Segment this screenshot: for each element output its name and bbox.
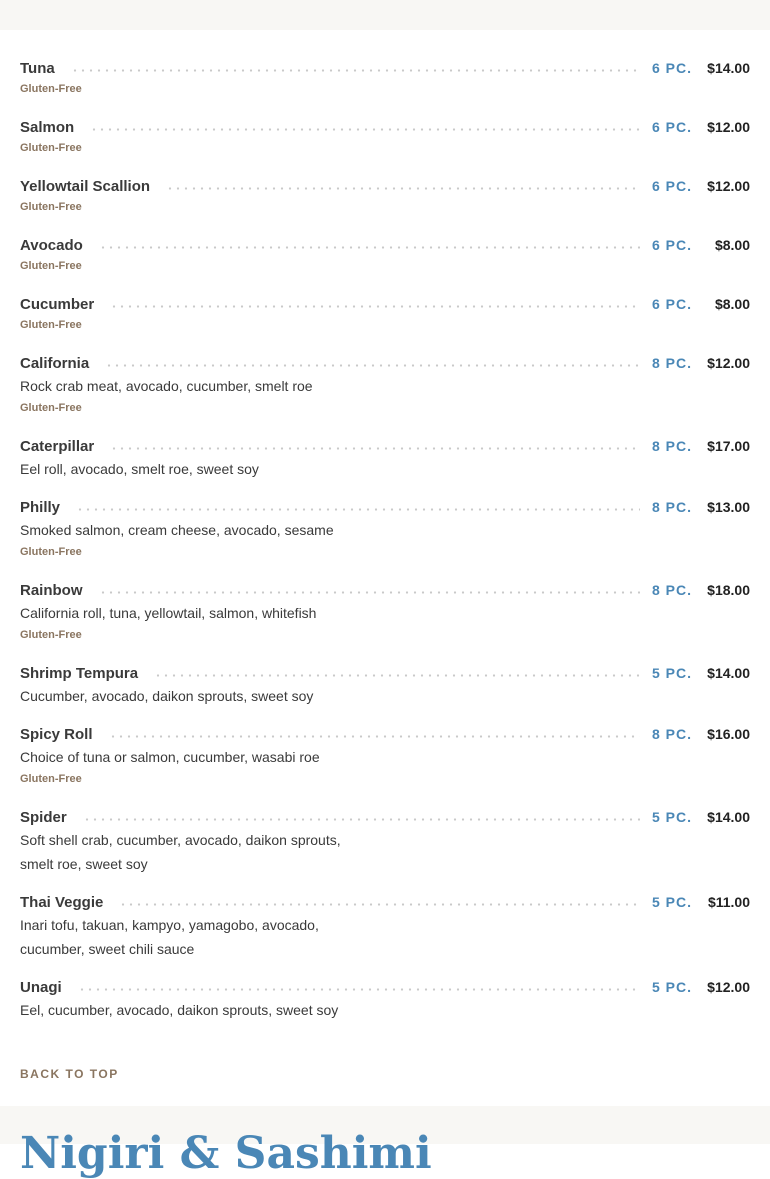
gluten-free-tag: Gluten-Free	[20, 773, 82, 785]
menu-item-header	[20, 976, 750, 998]
dot-leader	[110, 305, 640, 308]
menu-item	[20, 662, 750, 708]
item-quantity: 6 PC.	[652, 237, 693, 253]
menu-item	[20, 579, 750, 647]
gluten-free-tag: Gluten-Free	[20, 142, 82, 154]
item-quantity: 6 PC.	[652, 178, 693, 194]
dot-leader	[154, 674, 640, 677]
dot-leader	[119, 903, 640, 906]
menu-item	[20, 435, 750, 481]
item-price: $12.00	[707, 178, 750, 194]
dot-leader	[166, 187, 640, 190]
dot-leader	[83, 818, 640, 821]
item-name: Spider	[20, 808, 67, 826]
dot-leader	[78, 988, 640, 991]
dot-leader	[105, 364, 640, 367]
item-quantity: 6 PC.	[652, 60, 693, 76]
item-quantity: 6 PC.	[652, 296, 693, 312]
dot-leader	[110, 447, 640, 450]
item-price: $17.00	[707, 438, 750, 454]
dot-leader	[99, 246, 640, 249]
menu-item	[20, 496, 750, 564]
item-name: Philly	[20, 498, 61, 516]
menu-item-header	[20, 723, 750, 745]
menu-item	[20, 175, 750, 219]
item-name: Cucumber	[20, 295, 95, 313]
gluten-free-tag: Gluten-Free	[20, 546, 82, 558]
menu-item-header	[20, 293, 750, 315]
item-description: Smoked salmon, cream cheese, avocado, sesame	[20, 522, 334, 538]
item-description: Choice of tuna or salmon, cucumber, wasabi roe	[20, 749, 320, 765]
menu-item-header	[20, 175, 750, 197]
menu-item-header	[20, 891, 750, 913]
menu-item-header	[20, 579, 750, 601]
item-price: $12.00	[707, 119, 750, 135]
menu-item	[20, 976, 750, 1022]
menu-item-header	[20, 116, 750, 138]
item-price: $14.00	[707, 665, 750, 681]
gluten-free-tag: Gluten-Free	[20, 260, 82, 272]
item-name: Unagi	[20, 978, 62, 996]
item-price: $12.00	[707, 355, 750, 371]
item-quantity: 5 PC.	[652, 894, 693, 910]
item-price: $16.00	[707, 726, 750, 742]
item-name: Caterpillar	[20, 437, 95, 455]
menu-item	[20, 723, 750, 791]
gluten-free-tag: Gluten-Free	[20, 201, 82, 213]
gluten-free-tag: Gluten-Free	[20, 83, 82, 95]
item-price: $14.00	[707, 60, 750, 76]
item-description: Inari tofu, takuan, kampyo, yamagobo, avocado, cucumber, sweet chili sauce	[20, 917, 319, 957]
item-name: Spicy Roll	[20, 725, 93, 743]
item-description: California roll, tuna, yellowtail, salmon, whitefish	[20, 605, 317, 621]
back-to-top-link[interactable]: BACK TO TOP	[20, 1067, 119, 1081]
menu-item-header	[20, 662, 750, 684]
item-name: California	[20, 354, 90, 372]
gluten-free-tag: Gluten-Free	[20, 319, 82, 331]
dot-leader	[71, 69, 640, 72]
menu-item-header	[20, 435, 750, 457]
menu-list	[0, 30, 770, 1022]
item-description: Rock crab meat, avocado, cucumber, smelt roe	[20, 378, 313, 394]
item-quantity: 6 PC.	[652, 119, 693, 135]
item-name: Tuna	[20, 59, 55, 77]
menu-item	[20, 234, 750, 278]
item-price: $18.00	[707, 582, 750, 598]
menu-item	[20, 891, 750, 961]
menu-item-header	[20, 234, 750, 256]
item-description: Eel, cucumber, avocado, daikon sprouts, sweet soy	[20, 1002, 339, 1018]
item-quantity: 8 PC.	[652, 499, 693, 515]
menu-item	[20, 352, 750, 420]
menu-item-header	[20, 496, 750, 518]
top-band	[0, 0, 770, 30]
item-name: Salmon	[20, 118, 75, 136]
item-description: Cucumber, avocado, daikon sprouts, sweet soy	[20, 688, 314, 704]
item-name: Shrimp Tempura	[20, 664, 139, 682]
item-price: $13.00	[707, 499, 750, 515]
item-price: $12.00	[707, 979, 750, 995]
item-quantity: 5 PC.	[652, 979, 693, 995]
item-quantity: 8 PC.	[652, 355, 693, 371]
next-section-band	[0, 1106, 770, 1179]
menu-item-header	[20, 352, 750, 374]
item-name: Rainbow	[20, 581, 83, 599]
dot-leader	[99, 591, 641, 594]
item-quantity: 8 PC.	[652, 726, 693, 742]
menu-item	[20, 116, 750, 160]
item-description: Soft shell crab, cucumber, avocado, daikon sprouts, smelt roe, sweet soy	[20, 832, 341, 872]
item-price: $8.00	[714, 296, 750, 312]
menu-item-header	[20, 57, 750, 79]
item-price: $11.00	[707, 894, 750, 910]
menu-item	[20, 806, 750, 876]
item-quantity: 8 PC.	[652, 582, 693, 598]
gluten-free-tag: Gluten-Free	[20, 402, 82, 414]
next-section-title: Nigiri & Sashimi	[20, 1128, 432, 1179]
item-name: Thai Veggie	[20, 893, 104, 911]
item-price: $8.00	[714, 237, 750, 253]
item-name: Yellowtail Scallion	[20, 177, 151, 195]
item-name: Avocado	[20, 236, 83, 254]
item-quantity: 5 PC.	[652, 809, 693, 825]
menu-item-header	[20, 806, 750, 828]
gluten-free-tag: Gluten-Free	[20, 629, 82, 641]
dot-leader	[109, 735, 640, 738]
item-description: Eel roll, avocado, smelt roe, sweet soy	[20, 461, 259, 477]
dot-leader	[90, 128, 640, 131]
menu-item	[20, 57, 750, 101]
item-quantity: 5 PC.	[652, 665, 693, 681]
menu-item	[20, 293, 750, 337]
item-quantity: 8 PC.	[652, 438, 693, 454]
dot-leader	[76, 508, 640, 511]
item-price: $14.00	[707, 809, 750, 825]
